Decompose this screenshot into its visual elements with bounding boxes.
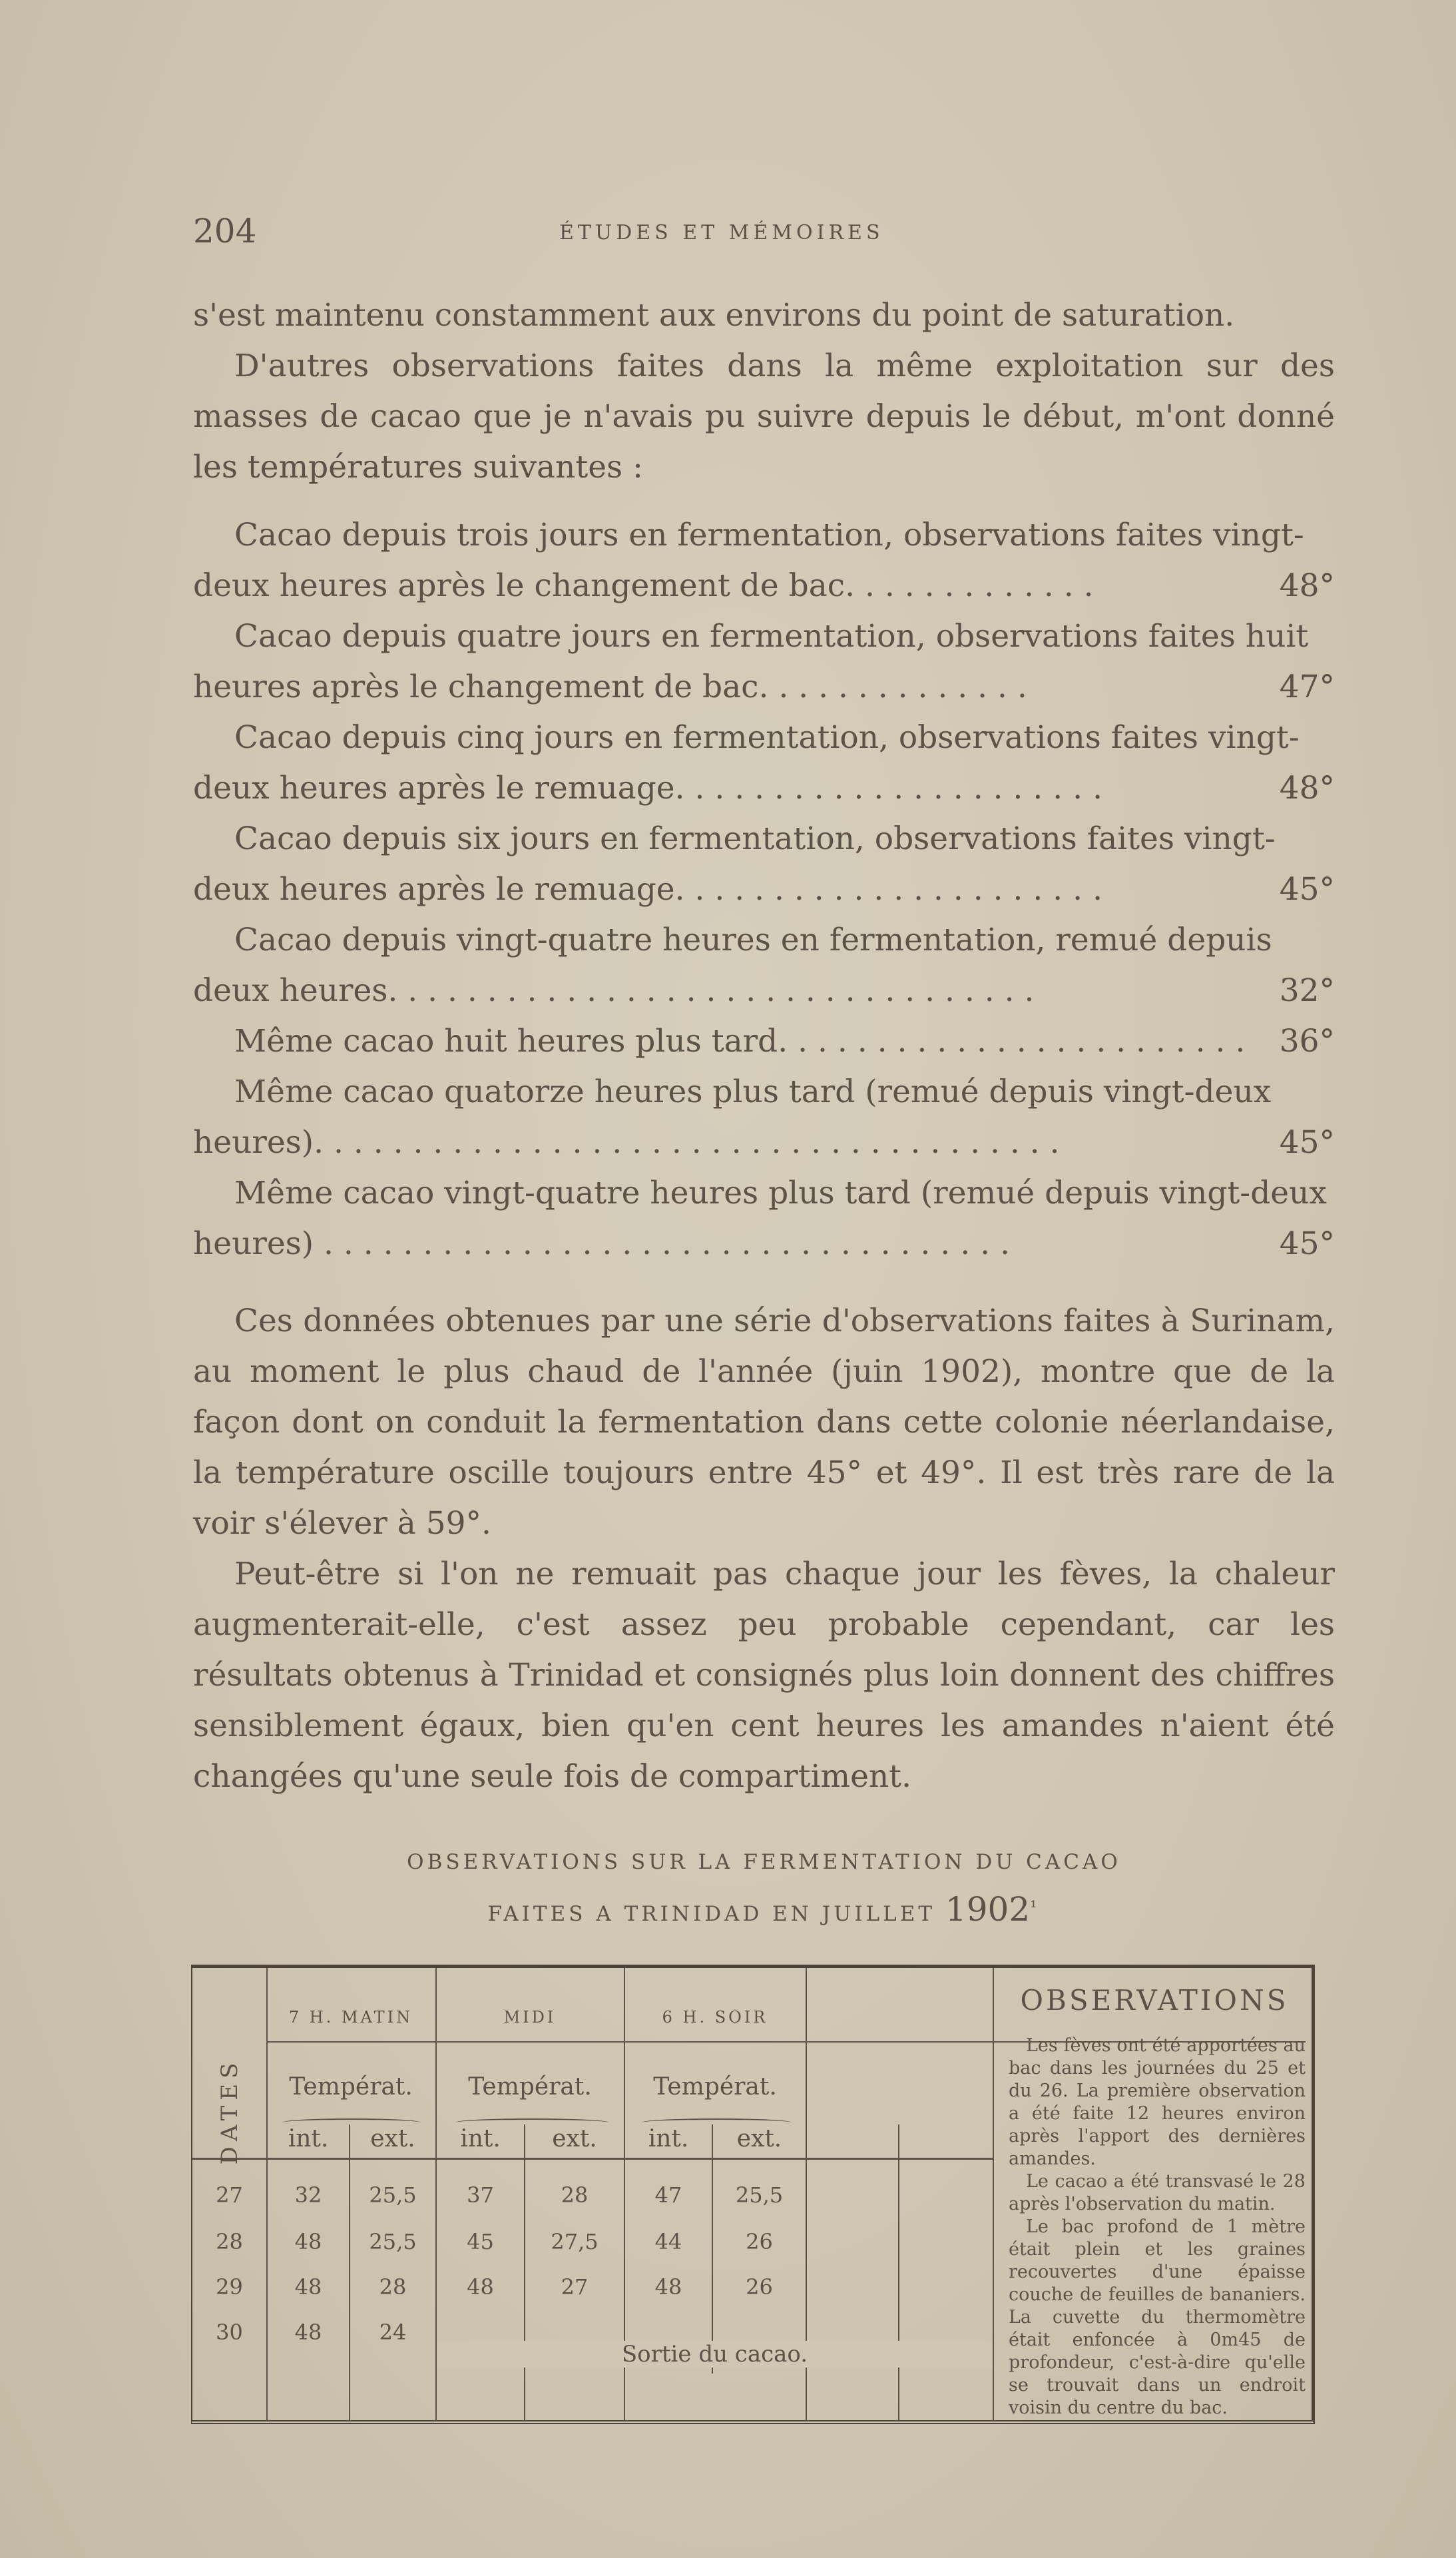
value-cell: 25,5 — [369, 2229, 417, 2254]
observations-header: OBSERVATIONS — [1020, 1984, 1289, 2017]
value-cell: 45 — [467, 2229, 494, 2254]
list-item: Même cacao vingt-quatre heures plus tard (remué depuis vingt-deux heures) . . . . . . . . . . . . . . . . . . . . . . . . . . . . . . . . . . . 45° — [193, 1168, 1335, 1269]
header-noon: MIDI — [503, 2008, 557, 2027]
int-header: int. — [648, 2125, 689, 2152]
page-header — [193, 212, 1338, 252]
temperature-list — [193, 510, 1335, 1269]
list-item: Même cacao quatorze heures plus tard (remué depuis vingt-deux heures). . . . . . . . . . . . . . . . . . . . . . . . . . . . . . . . . . . . . . 45° — [193, 1067, 1335, 1168]
dates-header: DATES — [216, 2057, 243, 2165]
value-cell: 48 — [654, 2274, 682, 2300]
column-rule — [524, 2124, 525, 2420]
ext-header: ext. — [552, 2125, 597, 2152]
temperature-value: 45° — [1279, 1124, 1335, 1161]
value-cell: 32 — [294, 2182, 322, 2208]
date-cell: 29 — [216, 2274, 243, 2300]
temp-header: Températ. — [653, 2073, 777, 2100]
header-morning: 7 H. MATIN — [288, 2008, 413, 2027]
ext-header: ext. — [370, 2125, 415, 2152]
temperature-value: 47° — [1279, 669, 1335, 705]
temp-header: Températ. — [289, 2073, 413, 2100]
value-cell: 27 — [561, 2274, 589, 2300]
date-cell: 27 — [216, 2182, 243, 2208]
date-cell: 28 — [216, 2229, 243, 2254]
list-item: Cacao depuis trois jours en fermentation, observations faites vingt-deux heures après le changement de bac. . . . . . . . . . . . . 48° — [193, 510, 1335, 611]
value-cell: 28 — [561, 2182, 589, 2208]
table-title-year: 1902 — [945, 1890, 1031, 1929]
temperature-value: 45° — [1279, 871, 1335, 908]
int-header: int. — [460, 2125, 501, 2152]
footnote-marker: ¹ — [1030, 1897, 1041, 1918]
ext-header: ext. — [736, 2125, 782, 2152]
paragraph-trinidad: Peut-être si l'on ne remuait pas chaque jour les fèves, la chaleur augmenterait-elle, c'est assez peu probable cependant, car les résultats obtenus à Trinidad et consignés plus loin donnent des chiffres sensiblement égaux, bien qu'en cent heures les amandes n'aient été changées qu'une seule fois de compartiment. — [193, 1556, 1335, 1795]
observation-note: Les fèves ont été apportées au bac dans les journées du 25 et du 26. La première observation a été faite 12 heures environ après l'apport des dernières amandes. — [1009, 2035, 1306, 2169]
temp-header: Températ. — [468, 2073, 592, 2100]
observations-table — [191, 1965, 1315, 2424]
value-cell: 48 — [294, 2229, 322, 2254]
body-text-bottom — [193, 1296, 1335, 1802]
temperature-value: 48° — [1279, 567, 1335, 604]
value-cell: 25,5 — [369, 2182, 417, 2208]
table-title-line1: OBSERVATIONS SUR LA FERMENTATION DU CACAO — [407, 1850, 1121, 1874]
value-cell: 48 — [467, 2274, 494, 2300]
value-cell: 26 — [746, 2274, 773, 2300]
header-rule — [266, 2041, 993, 2043]
temperature-value: 48° — [1279, 770, 1335, 806]
value-cell: 24 — [379, 2320, 407, 2345]
list-item: Cacao depuis vingt-quatre heures en fermentation, remué depuis deux heures. . . . . . . . . . . . . . . . . . . . . . . . . . . . . . . . . 32° — [193, 915, 1335, 1016]
paragraph-continuation: s'est maintenu constamment aux environs du point de saturation. — [193, 297, 1235, 334]
header-rule — [192, 2158, 993, 2160]
column-rule — [898, 2124, 899, 2420]
value-cell: 25,5 — [735, 2182, 784, 2208]
list-item: Cacao depuis quatre jours en fermentation, observations faites huit heures après le changement de bac. . . . . . . . . . . . . . 47° — [193, 611, 1335, 713]
running-title: ÉTUDES ET MÉMOIRES — [559, 221, 884, 244]
temperature-value: 45° — [1279, 1225, 1335, 1262]
temperature-value: 32° — [1279, 972, 1335, 1009]
header-evening: 6 H. SOIR — [662, 2008, 768, 2027]
value-cell: 28 — [379, 2274, 407, 2300]
value-cell: 48 — [294, 2274, 322, 2300]
date-cell: 30 — [216, 2320, 243, 2345]
sortie-cell: Sortie du cacao. — [437, 2341, 993, 2368]
body-text-top — [193, 290, 1335, 493]
table-title-line2: FAITES A TRINIDAD EN JUILLET $1902^{^1}$ — [487, 1890, 1041, 1929]
value-cell: 48 — [294, 2320, 322, 2345]
value-cell: 47 — [654, 2182, 682, 2208]
paragraph-surinam: Ces données obtenues par une série d'observations faites à Surinam, au moment le plus chaud de l'année (juin 1902), montre que de la façon dont on conduit la fermentation dans cette colonie néerlandaise, la température oscille toujours entre 45° et 49°. Il est très rare de la voir s'élever à 59°. — [193, 1303, 1335, 1542]
int-header: int. — [288, 2125, 329, 2152]
paragraph-intro: D'autres observations faites dans la même exploitation sur des masses de cacao que je n'avais pu suivre depuis le début, m'ont donné les températures suivantes : — [193, 348, 1335, 485]
value-cell: 37 — [467, 2182, 494, 2208]
value-cell: 26 — [746, 2229, 773, 2254]
column-rule — [349, 2124, 350, 2420]
value-cell: 44 — [654, 2229, 682, 2254]
column-rule — [993, 1968, 994, 2420]
list-item: Même cacao huit heures plus tard. . . . . . . . . . . . . . . . . . . . . . . . 36° — [193, 1016, 1335, 1067]
list-item: Cacao depuis six jours en fermentation, observations faites vingt-deux heures après le remuage. . . . . . . . . . . . . . . . . . . . . . 45° — [193, 814, 1335, 915]
temperature-value: 36° — [1279, 1023, 1335, 1060]
observation-note: Le bac profond de 1 mètre était plein et les graines recouvertes d'une épaisse couche de feuilles de bananiers. La cuvette du thermomètre était enfoncée à 0m45 de profondeur, c'est-à-dire qu'elle se trouvait dans un endroit voisin du centre du bac. — [1009, 2216, 1306, 2418]
list-item: Cacao depuis cinq jours en fermentation, observations faites vingt-deux heures après le remuage. . . . . . . . . . . . . . . . . . . . . . 48° — [193, 713, 1335, 814]
observations-text — [1009, 2035, 1306, 2419]
value-cell: 27,5 — [551, 2229, 599, 2254]
page-number: 204 — [193, 212, 257, 250]
observation-note: Le cacao a été transvasé le 28 après l'observation du matin. — [1009, 2171, 1306, 2214]
